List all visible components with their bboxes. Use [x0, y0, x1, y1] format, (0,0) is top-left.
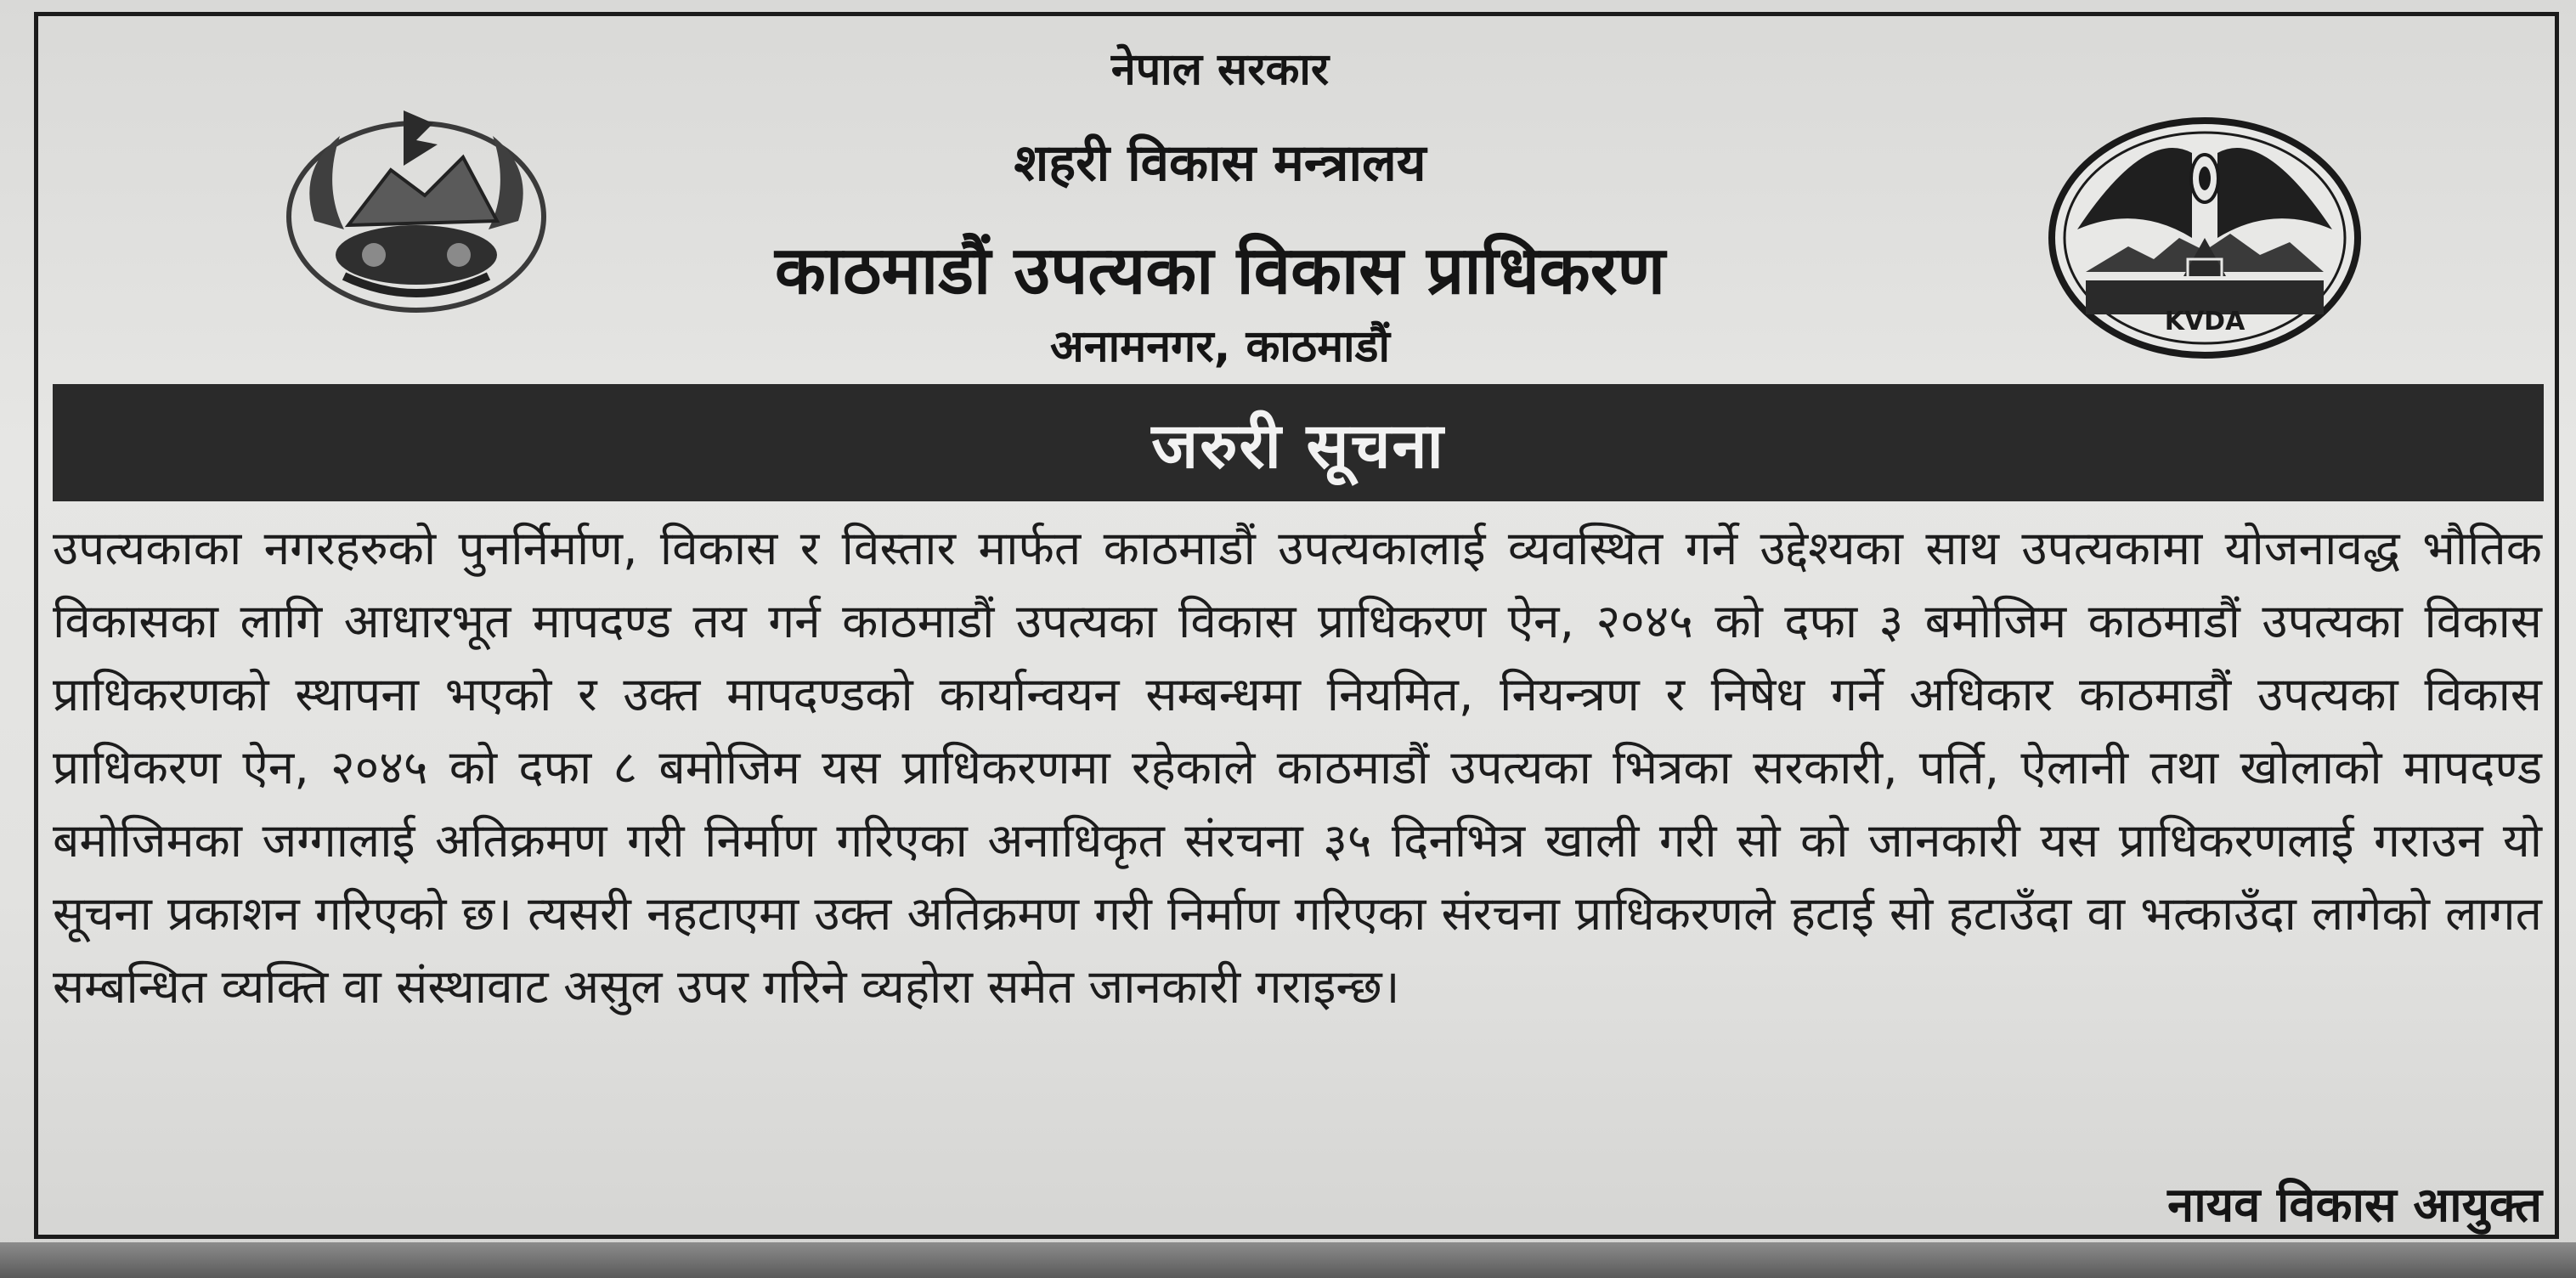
ministry-heading: शहरी विकास मन्त्रालय: [1014, 133, 1426, 193]
kvda-logo-text: KVDA: [2164, 307, 2246, 336]
notice-title: जरुरी सूचना: [1151, 409, 1445, 483]
notice-title-banner: [53, 384, 2544, 501]
authority-heading: काठमाडौं उपत्यका विकास प्राधिकरण: [774, 233, 1666, 309]
signatory-title: नायव विकास आयुक्त: [2167, 1178, 2542, 1233]
notice-body: उपत्यकाका नगरहरुको पुनर्निर्माण, विकास र विस्तार मार्फत काठमाडौं उपत्यकालाई व्यवस्थित गर्ने उद्देश्यका साथ उपत्यकामा योजनावद्ध भौतिक विकासका लागि आधारभूत मापदण्ड तय गर्न काठमाडौं उपत्यका विकास प्राधिकरण ऐन, २०४५ को दफा ३ बमोजिम काठमाडौं उपत्यका विकास प्राधिकरणको स्थापना भएको र उक्त मापदण्डको कार्यान्वयन सम्बन्धमा नियमित, नियन्त्रण र निषेध गर्ने अधिकार काठमाडौं उपत्यका विकास प्राधिकरण ऐन, २०४५ को दफा ८ बमोजिम यस प्राधिकरणमा रहेकाले काठमाडौं उपत्यका भित्रका सरकारी, पर्ति, ऐलानी तथा खोलाको मापदण्ड बमोजिमका जग्गालाई अतिक्रमण गरी निर्माण गरिएका अनाधिकृत संरचना ३५ दिनभित्र खाली गरी सो को जानकारी यस प्राधिकरणलाई गराउन यो सूचना प्रकाशन गरिएको छ। त्यसरी नहटाएमा उक्त अतिक्रमण गरी निर्माण गरिएका संरचना प्राधिकरणले हटाई सो हटाउँदा वा भत्काउँदा लागेको लागत सम्बन्धित व्यक्ति वा संस्थावाट असुल उपर गरिने व्यहोरा समेत जानकारी गराइन्छ।: [53, 521, 2542, 1014]
address-heading: अनामनगर, काठमाडौं: [1050, 321, 1390, 372]
government-heading: नेपाल सरकार: [1110, 44, 1330, 95]
page-edge: [0, 1242, 2576, 1278]
